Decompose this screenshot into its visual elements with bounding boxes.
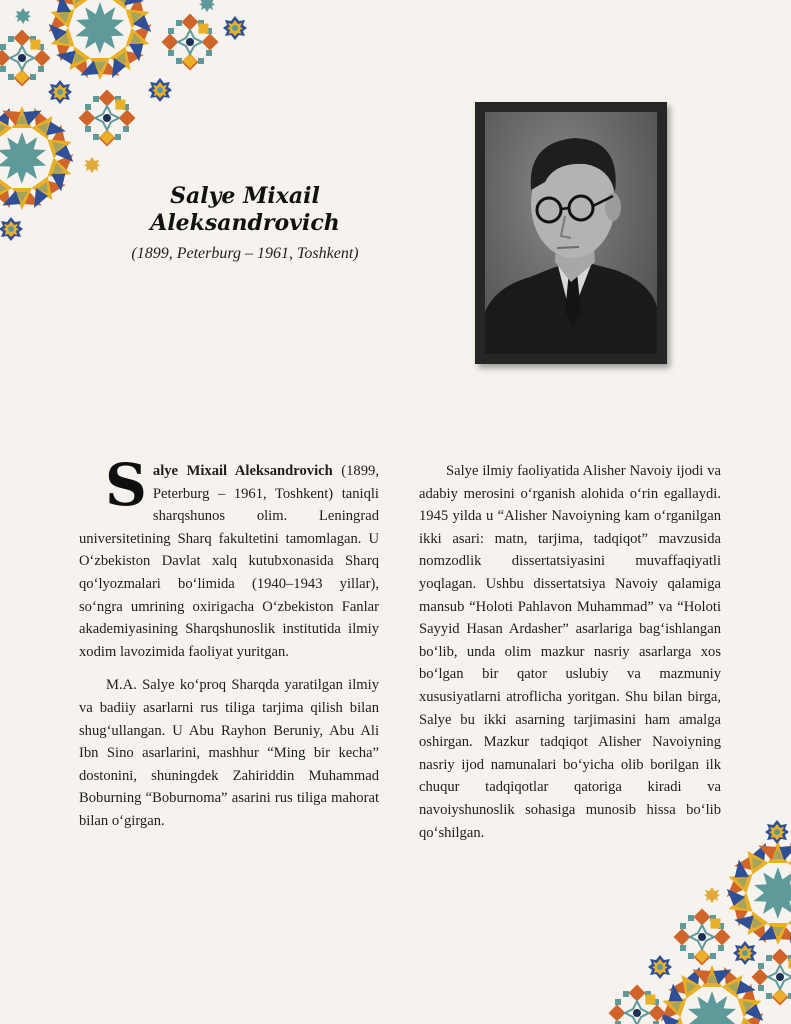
title-block	[80, 183, 410, 263]
small-star-icon	[765, 820, 789, 844]
small-star-icon	[48, 80, 72, 104]
small-star-icon	[148, 78, 172, 102]
text-column-right	[419, 460, 721, 855]
star-rosette-large-icon	[0, 101, 79, 216]
star-medallion-icon	[752, 949, 791, 1006]
star-medallion-icon	[609, 985, 669, 1024]
page-title	[80, 183, 410, 237]
paragraph: Salye ilmiy faoliyatida Alisher Navoiy ijodi va adabiy merosini o‘rganish alohida o‘rin egallaydi. 1945 yilda u “Alisher Navoiyning kam o‘rganilgan ikki asari: matn, tarjima, tadqiqot” mavzusida nomzodlik dissertatsiyasini muvaffaqiyatli yoqlagan. Ushbu dissertatsiya Navoiy qalamiga mansub “Holoti Pahlavon Muhammad” va “Holoti Sayyid Hasan Ardasher” asarlariga bag‘ishlangan bo‘lib, unda olim mazkur nasriy asarlarga xos bo‘lgan bir qator uslubiy va mazmuniy xususiyatlarni atroflicha yoritgan. Shu bilan birga, Salye bu ikki asarning tarjimasini ham amalga oshirgan. Mazkur tadqiqot Alisher Navoiyning nasriy ijod namunalari bo‘yicha olib borilgan ilk chuqur tadqiqotlar qatoriga kiradi va navoiyshunoslik sohasiga munosib hissa bo‘lib qo‘shilgan.	[419, 463, 721, 841]
dot-star-icon	[15, 8, 31, 24]
dot-star-icon	[199, 0, 215, 12]
paragraph-text: (1899, Peterburg – 1961, Toshkent) taniqli sharqshunos olim. Leningrad universitetining Sharq fakultetini tamomlagan. U O‘zbekiston Davlat xalq kutubxonasida Sharq qo‘lyozmalari bo‘limida (1940–1943 yillar), so‘ngra umrining oxirigacha O‘zbekiston Fanlar akademiyasining Sharqshunoslik institutida ilmiy xodim lavozimida faoliyat yuritgan.	[79, 463, 379, 660]
text-column-left	[79, 451, 379, 844]
dot-star-icon	[704, 887, 720, 903]
dot-star-icon	[84, 157, 100, 173]
star-rosette-large-icon	[43, 0, 158, 85]
small-star-icon	[223, 16, 247, 40]
title-line-1: Salye Mixail	[170, 183, 320, 209]
small-star-icon	[733, 941, 757, 965]
star-medallion-icon	[674, 909, 734, 966]
lead-name: alye Mixail Aleksandrovich	[152, 463, 333, 479]
star-rosette-large-icon	[721, 836, 791, 951]
portrait-photo	[485, 112, 657, 354]
star-medallion-icon	[0, 30, 53, 87]
small-star-icon	[0, 217, 23, 241]
paragraph: M.A. Salye ko‘proq Sharqda yaratilgan ilmiy va badiiy asarlarni rus tiliga tarjima qilish bilan shug‘ullangan. U Abu Rayhon Beruniy, Abu Ali Ibn Sino asarlarini, mashhur “Ming bir kecha” dostonini, shuningdek Zahiriddin Muhammad Boburning “Boburnoma” asarini rus tiliga mahorat bilan o‘girgan.	[79, 677, 379, 829]
small-star-icon	[648, 955, 672, 979]
star-rosette-large-icon	[655, 960, 770, 1024]
star-medallion-icon	[162, 14, 222, 71]
star-medallion-icon	[79, 90, 139, 147]
title-line-2: Aleksandrovich	[150, 210, 340, 236]
drop-cap: S	[105, 451, 147, 519]
paragraph	[79, 451, 379, 663]
life-dates: (1899, Peterburg – 1961, Toshkent)	[131, 245, 359, 262]
portrait-frame	[475, 102, 667, 364]
person-silhouette-icon	[485, 112, 657, 354]
